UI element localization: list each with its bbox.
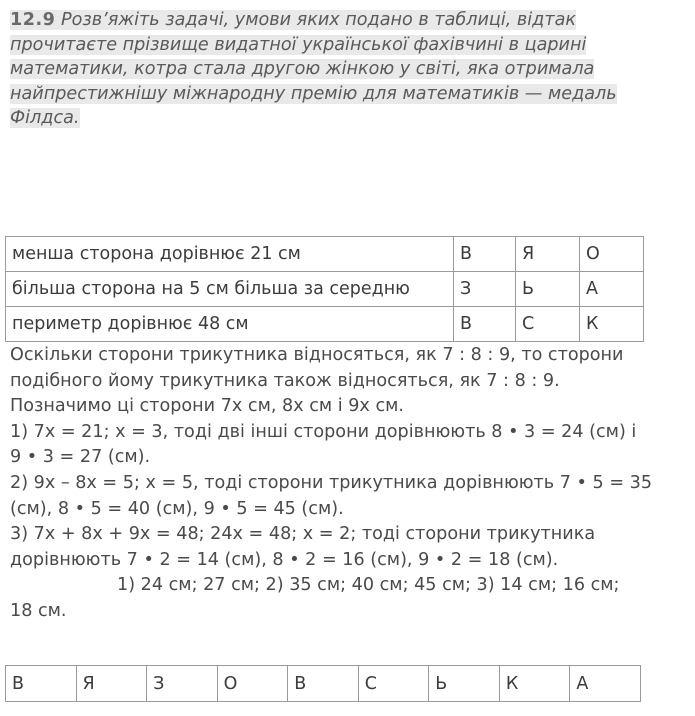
tasks-table (5, 236, 644, 342)
answer-letter-cell: Я (515, 237, 579, 272)
answer-letter-cell: О (579, 237, 643, 272)
answer-letter: Я (76, 666, 147, 702)
answer-letter: С (358, 666, 429, 702)
problem-text-line-1: Розв’яжіть задачі, умови яких подано в таблиці, відтак (55, 10, 577, 30)
answer-letter-cell: Ь (515, 272, 579, 307)
answer-letter-cell: В (454, 307, 516, 342)
solution-line: 9 • 3 = 27 (см). (10, 447, 151, 468)
answer-table (5, 665, 641, 702)
answer-letter: О (217, 666, 288, 702)
answer-letter: З (147, 666, 218, 702)
solution-answer-line: 18 см. (10, 600, 67, 621)
answer-letter: К (499, 666, 570, 702)
answer-letter: В (288, 666, 359, 702)
solution-line: подібного йому трикутника також відносяться, як 7 : 8 : 9. (10, 370, 560, 391)
answer-letter-cell: З (454, 272, 516, 307)
solution-line: 2) 9х – 8х = 5; х = 5, тоді сторони трикутника дорівнюють 7 • 5 = 35 (10, 472, 653, 493)
answer-letter: В (6, 666, 77, 702)
task-condition: менша сторона дорівнює 21 см (6, 237, 454, 272)
answer-letter: А (570, 666, 641, 702)
table-row (6, 272, 644, 307)
problem-text-line-4: найпрестижнішу міжнародну премію для математиків — медаль (10, 83, 617, 104)
answer-letter-cell: С (515, 307, 579, 342)
problem-text-line-2: прочитаєте прізвище видатної української фахівчині в царині (10, 34, 587, 55)
problem-text-line-5: Філдса. (10, 108, 80, 128)
problem-number: 12.9 (10, 10, 56, 30)
solution-text (10, 343, 690, 625)
solution-line: 1) 7х = 21; х = 3, тоді дві інші сторони дорівнюють 8 • 3 = 24 (см) і (10, 421, 637, 442)
problem-statement (10, 8, 680, 131)
table-row (6, 237, 644, 272)
solution-line: (см), 8 • 5 = 40 (см), 9 • 5 = 45 (см). (10, 498, 344, 519)
answer-letter: Ь (429, 666, 500, 702)
solution-line: Позначимо ці сторони 7х см, 8х см і 9х см. (10, 396, 404, 417)
answer-letter-cell: В (454, 237, 516, 272)
table-row (6, 666, 641, 702)
task-condition: більша сторона на 5 см більша за середню (6, 272, 454, 307)
solution-line: 3) 7х + 8х + 9х = 48; 24х = 48; х = 2; тоді сторони трикутника (10, 524, 596, 545)
solution-line: Оскільки сторони трикутника відносяться, як 7 : 8 : 9, то сторони (10, 345, 624, 365)
solution-line: дорівнюють 7 • 2 = 14 (см), 8 • 2 = 16 (см), 9 • 2 = 18 (см). (10, 549, 559, 570)
problem-text-line-3: математики, котра стала другою жінкою у світі, яка отримала (10, 59, 595, 79)
table-row (6, 307, 644, 342)
answer-letter-cell: К (579, 307, 643, 342)
answer-letter-cell: А (579, 272, 643, 307)
task-condition: периметр дорівнює 48 см (6, 307, 454, 342)
solution-answer-line: 1) 24 см; 27 см; 2) 35 см; 40 см; 45 см; 3) 14 см; 16 см; (117, 575, 620, 596)
